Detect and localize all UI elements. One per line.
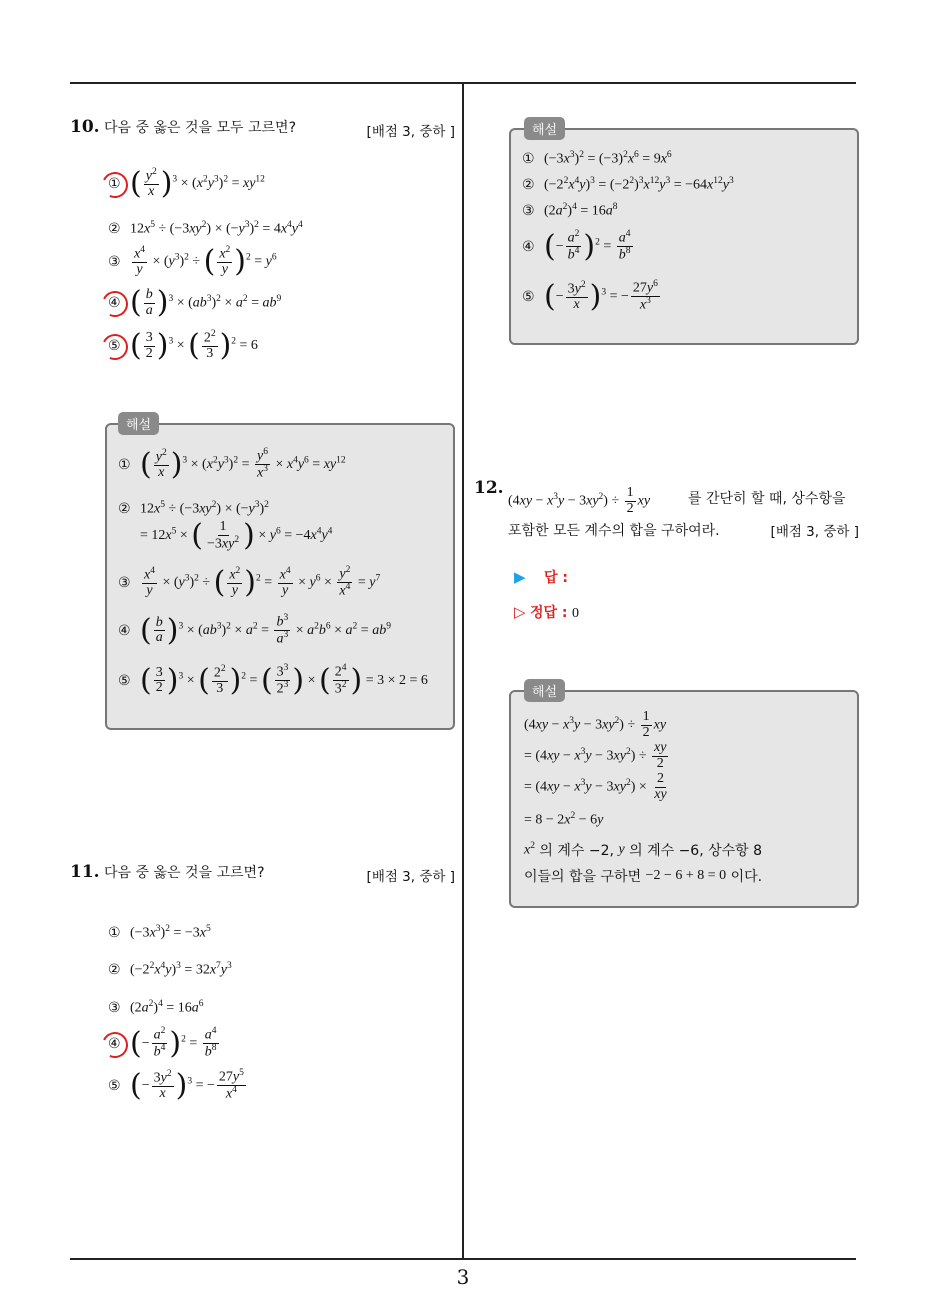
q12-sol-line-2: = $(4xy - x^3y - 3xy^2)$ ÷ $\frac{xy}{2}$ — [524, 740, 667, 771]
choice-number: ① — [108, 176, 130, 192]
choice-number: ③ — [108, 254, 121, 271]
choice-number: ④ — [108, 295, 130, 311]
correct-circle-mark — [98, 1028, 131, 1061]
play-icon: ▶ — [514, 568, 526, 586]
question-text-2: 포함한 모든 계수의 합을 구하여라. — [508, 523, 720, 539]
correct-value: 0 — [571, 606, 579, 621]
q12-sol-line-6: 이들의 합을 구하면 −2 − 6 + 8 = 0 이다. — [524, 868, 763, 885]
q11-choice-4[interactable]: ④ (− $\frac{a^2}{b^4}$ )$^2$ = $\frac{a^4}{b^8}$ — [108, 1027, 221, 1061]
correct-answer-row — [514, 602, 579, 622]
q12-sol-line-5: $x^2$ 의 계수 −2, y 의 계수 −6, 상수항 8 — [524, 841, 763, 859]
q11-sol-line-3: ③ $(2a^2)^4 = 16a^8$ — [522, 202, 618, 219]
question-text: 다음 중 옳은 것을 모두 고르면? — [104, 120, 297, 136]
choice-number: ⑤ — [108, 1077, 121, 1094]
score-tag: [배점 3, 중하 ] — [366, 124, 455, 140]
play-outline-icon: ▷ — [514, 603, 526, 621]
question-number: 12. — [474, 478, 504, 498]
choice-number: ② — [108, 961, 121, 978]
q12-sol-line-3: = $(4xy - x^3y - 3xy^2)$ × $\frac{2}{xy}$ — [524, 771, 667, 802]
q10-choice-4[interactable]: ④ ( $\frac{b}{a}$ )$^3 \times (ab^3)^2 \times a^2 = ab^9$ — [108, 288, 281, 318]
q10-sol-line-1: ① ( $\frac{y^2}{x}$ )$^3 \times (x^2y^3)^2$ = $\frac{y^6}{x^3}$ × $x^4y^6 = xy^{12}$ — [118, 446, 346, 482]
q11-choice-5[interactable]: ⑤ (− $\frac{3y^2}{x}$ )$^3$ = − $\frac{27y^5}{x^4}$ — [108, 1067, 244, 1103]
q11-choice-1[interactable]: ① $(-3x^3)^2 = -3x^5$ — [108, 924, 211, 941]
choice-number: ② — [108, 220, 121, 237]
correct-circle-mark — [98, 330, 131, 363]
q10-choice-3[interactable]: ③ $\frac{x^4}{y}$ × $(y^3)^2$ ÷ ( $\frac{x^2}{y}$ )$^2 = y^6$ — [108, 244, 277, 280]
q11-sol-line-1: ① $(-3x^3)^2 = (-3)^2x^6 = 9x^6$ — [522, 150, 672, 167]
page-number: 3 — [456, 1265, 470, 1289]
score-tag: [배점 3, 중하 ] — [770, 524, 859, 540]
choice-number: ⑤ — [108, 338, 130, 354]
q11-choice-3[interactable]: ③ $(2a^2)^4 = 16a^6$ — [108, 999, 204, 1016]
solution-label: 해설 — [118, 412, 159, 435]
q11-sol-line-5: ⑤ (− $\frac{3y^2}{x}$ )$^3$ = − $\frac{27y^6}{x^3}$ — [522, 278, 658, 314]
q10-choice-2[interactable]: ② $12x^5 \div (-3xy^2) \times (-y^3)^2 = 4x^4y^4$ — [108, 220, 303, 237]
solution-label: 해설 — [524, 117, 565, 140]
q10-choice-5[interactable]: ⑤ ( $\frac{3}{2}$ )$^3$ × ( $\frac{2^2}{3}$ )$^2$ = 6 — [108, 330, 258, 362]
q11-sol-line-2: ② $(-2^2x^4y)^3 = (-2^2)^3x^{12}y^3 = -64x^{12}y^3$ — [522, 176, 734, 193]
correct-label: 정답 : — [530, 605, 568, 621]
q10-sol-line-2b: = $12x^5$ × ( $\frac{1}{-3xy^2}$ ) × $y^6 = -4x^4y^4$ — [140, 518, 333, 554]
question-number: 11. — [70, 862, 100, 882]
q10-sol-line-5: ⑤ ( $\frac{3}{2}$ )$^3$ × ( $\frac{2^2}{3}$ )$^2$ = ( $\frac{3^3}{2^3}$ ) × ( $\frac{2^4}{3^2}$ ) = 3 × 2 = 6 — [118, 662, 428, 698]
answer-row[interactable] — [514, 567, 568, 587]
correct-circle-mark — [98, 288, 131, 321]
q10-sol-line-3: ③ $\frac{x^4}{y}$ × $(y^3)^2$ ÷ ( $\frac{x^2}{y}$ )$^2$ = $\frac{x^4}{y}$ × $y^6$ × $\frac{y^2}{x^4}$ = $y^7$ — [118, 564, 381, 600]
question-expression: $(4xy - x^3y - 3xy^2)$ ÷ $\frac{1}{2}$ xy — [508, 485, 651, 516]
question-10 — [70, 117, 455, 140]
q12-sol-line-4: = $8 - 2x^2 - 6y$ — [524, 811, 604, 828]
answer-label: 답 : — [544, 570, 568, 586]
q11-choice-2[interactable]: ② $(-2^2x^4y)^3 = 32x^7y^3$ — [108, 961, 232, 978]
q10-choice-1[interactable]: ① ( $\frac{y^2}{x}$ )$^3 \times (x^2y^3)^2 = xy^{12}$ — [108, 168, 265, 200]
q11-sol-line-4: ④ (− $\frac{a^2}{b^4}$ )$^2$ = $\frac{a^4}{b^8}$ — [522, 228, 631, 264]
question-number: 10. — [70, 117, 100, 137]
choice-number: ③ — [108, 999, 121, 1016]
question-11 — [70, 862, 455, 885]
q10-sol-line-2: ② $12x^5 \div (-3xy^2) \times (-y^3)^2$ — [118, 500, 269, 517]
correct-circle-mark — [98, 168, 131, 201]
solution-label: 해설 — [524, 679, 565, 702]
column-divider — [462, 82, 464, 1260]
question-text: 다음 중 옳은 것을 고르면? — [104, 865, 265, 881]
bottom-rule — [70, 1258, 856, 1260]
question-text: 를 간단히 할 때, 상수항을 — [688, 491, 846, 507]
choice-number: ① — [108, 924, 121, 941]
q12-sol-line-1: $(4xy - x^3y - 3xy^2)$ ÷ $\frac{1}{2}$ xy — [524, 709, 667, 740]
score-tag: [배점 3, 중하 ] — [366, 869, 455, 885]
q10-sol-line-4: ④ ( $\frac{b}{a}$ )$^3 \times (ab^3)^2 \times a^2$ = $\frac{b^3}{a^3}$ × $a^2b^6 \times a^2 = ab^9$ — [118, 612, 391, 648]
choice-number: ④ — [108, 1036, 130, 1052]
